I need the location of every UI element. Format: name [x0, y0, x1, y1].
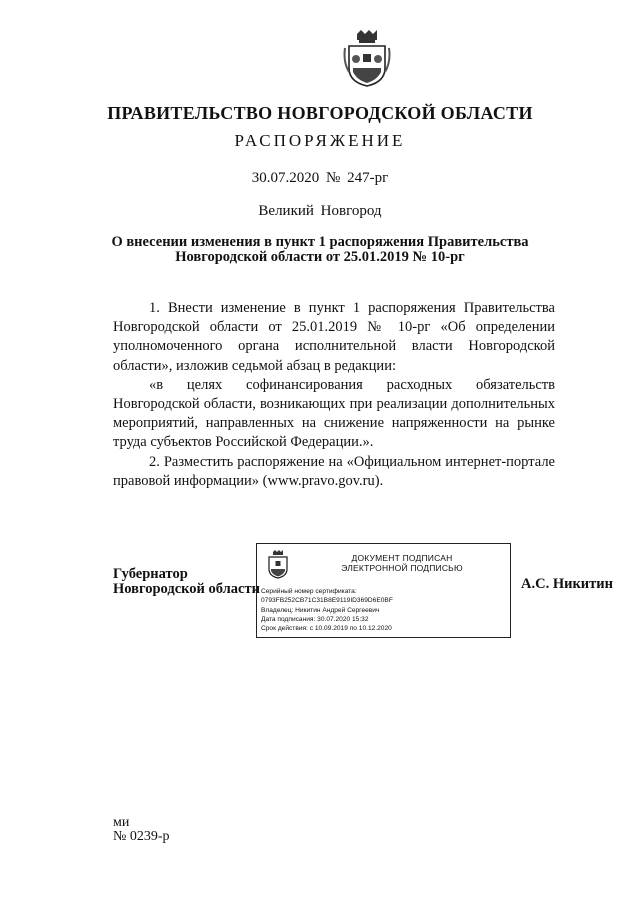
- paragraph-1: 1. Внести изменение в пункт 1 распоряжения Правительства Новгородской области от 25.01.2019 № 10-рг «Об определении уполномоченного органа исполнительной власти Новгородской области», изложив седьмой абзац в редакции:: [113, 300, 555, 374]
- title-line-2: Новгородской области от 25.01.2019 № 10-рг: [175, 249, 465, 265]
- stamp-serial-label: Серийный номер сертификата:: [261, 588, 357, 595]
- document-dateline: 30.07.2020 № 247-рг: [251, 170, 389, 186]
- document-title: [0, 235, 640, 265]
- stamp-heading: [297, 553, 507, 573]
- signatory-name: А.С. Никитин: [521, 576, 613, 592]
- footer-initials: ми: [113, 815, 130, 830]
- document-footer: [113, 816, 170, 844]
- electronic-signature-stamp: [256, 543, 511, 638]
- document-body: [113, 299, 555, 491]
- stamp-heading-line-1: ДОКУМЕНТ ПОДПИСАН: [351, 553, 453, 563]
- stamp-signed-date: Дата подписания: 30.07.2020 15:32: [261, 615, 369, 623]
- position-line-1: Губернатор: [113, 566, 188, 582]
- document-type: РАСПОРЯЖЕНИЕ: [234, 131, 406, 150]
- stamp-serial: 0793FB252CB71C31B8E9119ID369D6E0BF: [261, 597, 393, 605]
- footer-number: № 0239-р: [113, 829, 170, 844]
- title-line-1: О внесении изменения в пункт 1 распоряжения Правительства: [111, 234, 529, 250]
- signatory-position: [113, 567, 260, 597]
- stamp-owner: Владелец: Никитин Андрей Сергеевич: [261, 606, 380, 614]
- coat-of-arms-icon: [343, 28, 391, 88]
- stamp-coat-of-arms-icon: [265, 549, 291, 579]
- stamp-validity: Срок действия: с 10.09.2019 по 10.12.2020: [261, 625, 392, 633]
- paragraph-2: 2. Разместить распоряжение на «Официальном интернет-портале правовой информации» (www.pravo.gov.ru).: [113, 453, 555, 489]
- paragraph-quote: «в целях софинансирования расходных обязательств Новгородской области, возникающих при реализации дополнительных мероприятий, направленных на снижение напряженности на рынке труда субъектов Российской Федерации.».: [113, 376, 555, 451]
- stamp-details: [261, 587, 511, 633]
- stamp-heading-line-2: ЭЛЕКТРОННОЙ ПОДПИСЬЮ: [341, 563, 463, 573]
- organization-name: ПРАВИТЕЛЬСТВО НОВГОРОДСКОЙ ОБЛАСТИ: [107, 103, 533, 123]
- position-line-2: Новгородской области: [113, 581, 260, 597]
- document-city: Великий Новгород: [258, 203, 382, 219]
